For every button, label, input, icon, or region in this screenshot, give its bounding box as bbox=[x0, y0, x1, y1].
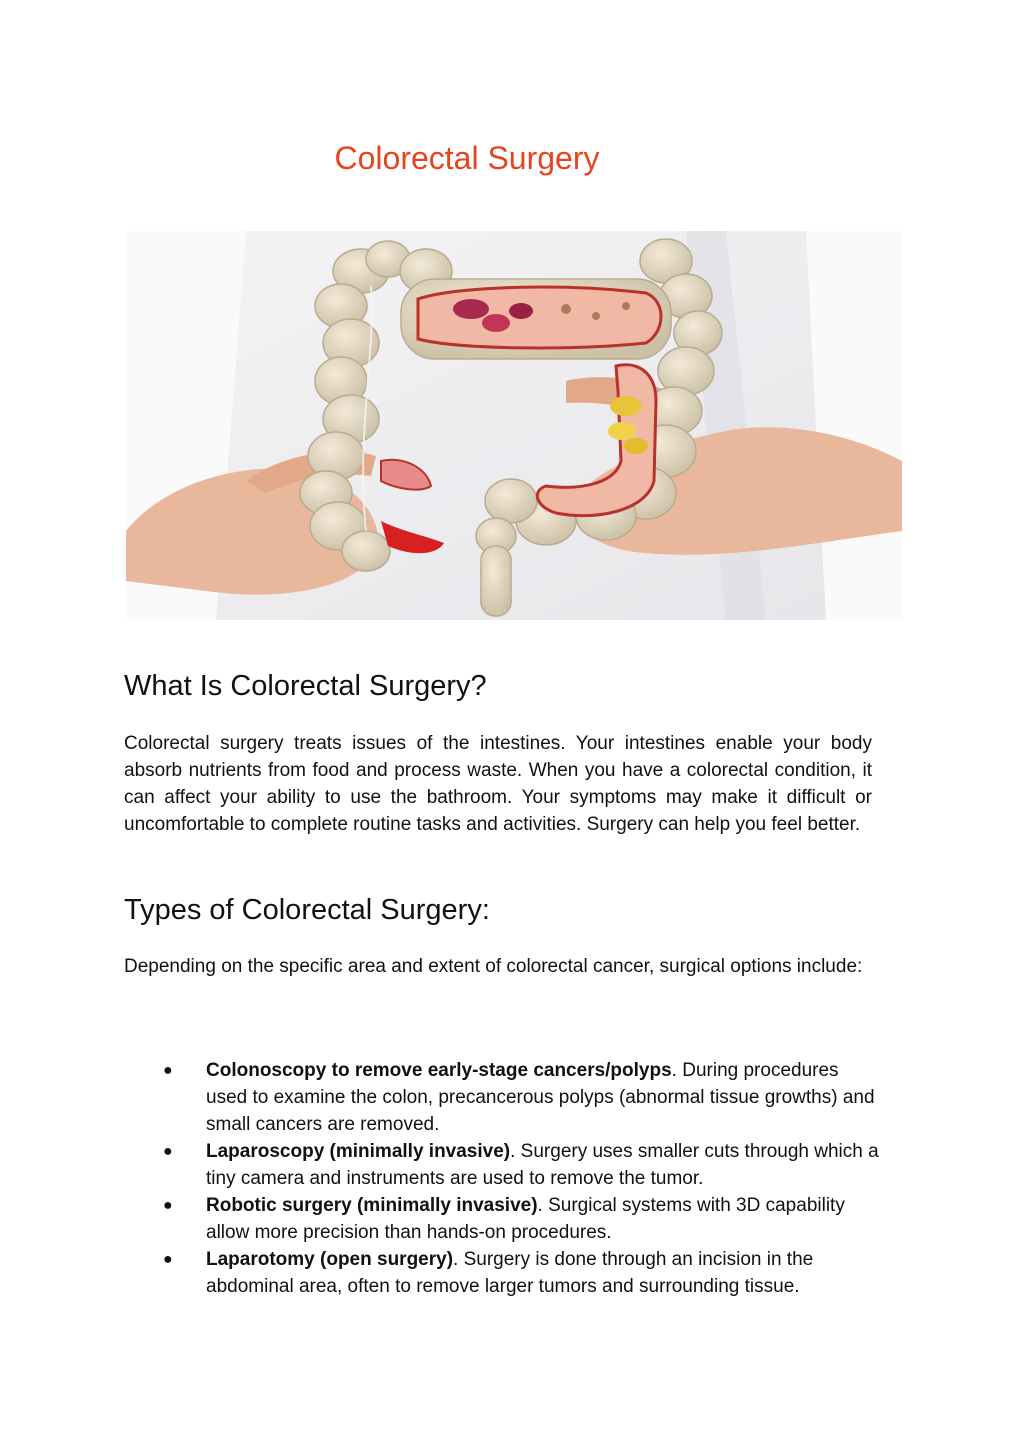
list-item-term: Laparotomy (open surgery) bbox=[206, 1249, 454, 1270]
bullet-icon: ● bbox=[163, 1197, 173, 1214]
list-item-description: . Surgery is done through an incision in the abdominal area, often to remove larger tumors and surrounding tissue. bbox=[206, 1249, 814, 1297]
bullet-icon: ● bbox=[163, 1143, 173, 1160]
section-heading-what-is: What Is Colorectal Surgery? bbox=[124, 670, 487, 702]
list-item bbox=[163, 1246, 883, 1300]
list-item bbox=[163, 1192, 883, 1246]
surgery-types-list bbox=[163, 1057, 883, 1300]
list-item-description: . During procedures used to examine the colon, precancerous polyps (abnormal tissue growths) and small cancers are removed. bbox=[206, 1060, 875, 1135]
section-intro-types: Depending on the specific area and extent of colorectal cancer, surgical options include: bbox=[124, 956, 863, 977]
list-item bbox=[163, 1057, 883, 1138]
bullet-icon: ● bbox=[163, 1062, 173, 1079]
list-item bbox=[163, 1138, 883, 1192]
bullet-icon: ● bbox=[163, 1251, 173, 1268]
section-heading-types: Types of Colorectal Surgery: bbox=[124, 894, 490, 926]
page-title: Colorectal Surgery bbox=[334, 140, 600, 176]
list-item-description: . Surgery uses smaller cuts through which a tiny camera and instruments are used to remove the tumor. bbox=[206, 1141, 879, 1189]
list-item-term: Colonoscopy to remove early-stage cancers/polyps bbox=[206, 1060, 672, 1081]
section-body-what-is: Colorectal surgery treats issues of the intestines. Your intestines enable your body absorb nutrients from food and process waste. When you have a colorectal condition, it can affect your ability to use the bathroom. Your symptoms may make it difficult or uncomfortable to complete routine tasks and activities. Surgery can help you feel better. bbox=[124, 733, 872, 835]
colon-model-illustration bbox=[126, 231, 902, 620]
list-item-description: . Surgical systems with 3D capability allow more precision than hands-on procedures. bbox=[206, 1195, 845, 1243]
hero-image bbox=[126, 231, 902, 620]
list-item-term: Laparoscopy (minimally invasive) bbox=[206, 1141, 511, 1162]
list-item-term: Robotic surgery (minimally invasive) bbox=[206, 1195, 538, 1216]
